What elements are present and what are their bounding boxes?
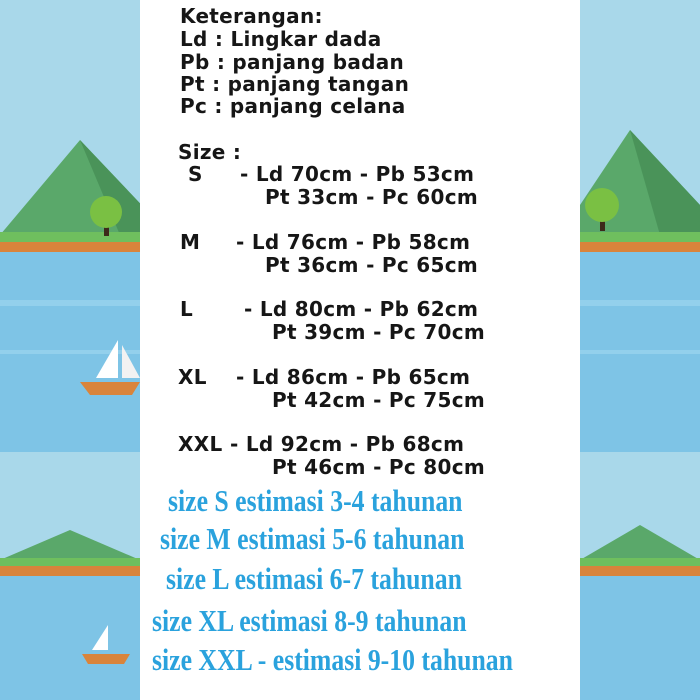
size-xl-line2: Pt 42cm - Pc 75cm <box>272 388 486 412</box>
legend-item-pb: Pb : panjang badan <box>180 50 405 74</box>
legend-item-pc: Pc : panjang celana <box>180 94 406 118</box>
legend-title: Keterangan: <box>180 4 323 28</box>
legend-item-pt: Pt : panjang tangan <box>180 72 410 96</box>
estimate-size-xxl: size XXL - estimasi 9-10 tahunan <box>152 642 513 677</box>
legend-item-ld: Ld : Lingkar dada <box>180 27 382 51</box>
size-l-line2: Pt 39cm - Pc 70cm <box>272 320 486 344</box>
estimate-size-s: size S estimasi 3-4 tahunan <box>168 483 463 518</box>
size-m-line1: - Ld 76cm - Pb 58cm <box>236 230 471 254</box>
size-m-line2: Pt 36cm - Pc 65cm <box>265 253 479 277</box>
size-xxl-line1: - Ld 92cm - Pb 68cm <box>230 432 465 456</box>
size-label-m: M <box>180 230 201 254</box>
sizes-title: Size : <box>178 140 242 164</box>
size-xxl-line2: Pt 46cm - Pc 80cm <box>272 455 486 479</box>
estimate-size-m: size M estimasi 5-6 tahunan <box>160 521 465 556</box>
size-label-xxl: XXL <box>178 432 223 456</box>
size-label-xl: XL <box>178 365 207 389</box>
estimate-size-l: size L estimasi 6-7 tahunan <box>166 561 462 596</box>
size-xl-line1: - Ld 86cm - Pb 65cm <box>236 365 471 389</box>
size-s-line1: - Ld 70cm - Pb 53cm <box>240 162 475 186</box>
size-label-l: L <box>180 297 194 321</box>
size-s-line2: Pt 33cm - Pc 60cm <box>265 185 479 209</box>
size-label-s: S <box>188 162 203 186</box>
size-l-line1: - Ld 80cm - Pb 62cm <box>244 297 479 321</box>
estimate-size-xl: size XL estimasi 8-9 tahunan <box>152 603 467 638</box>
